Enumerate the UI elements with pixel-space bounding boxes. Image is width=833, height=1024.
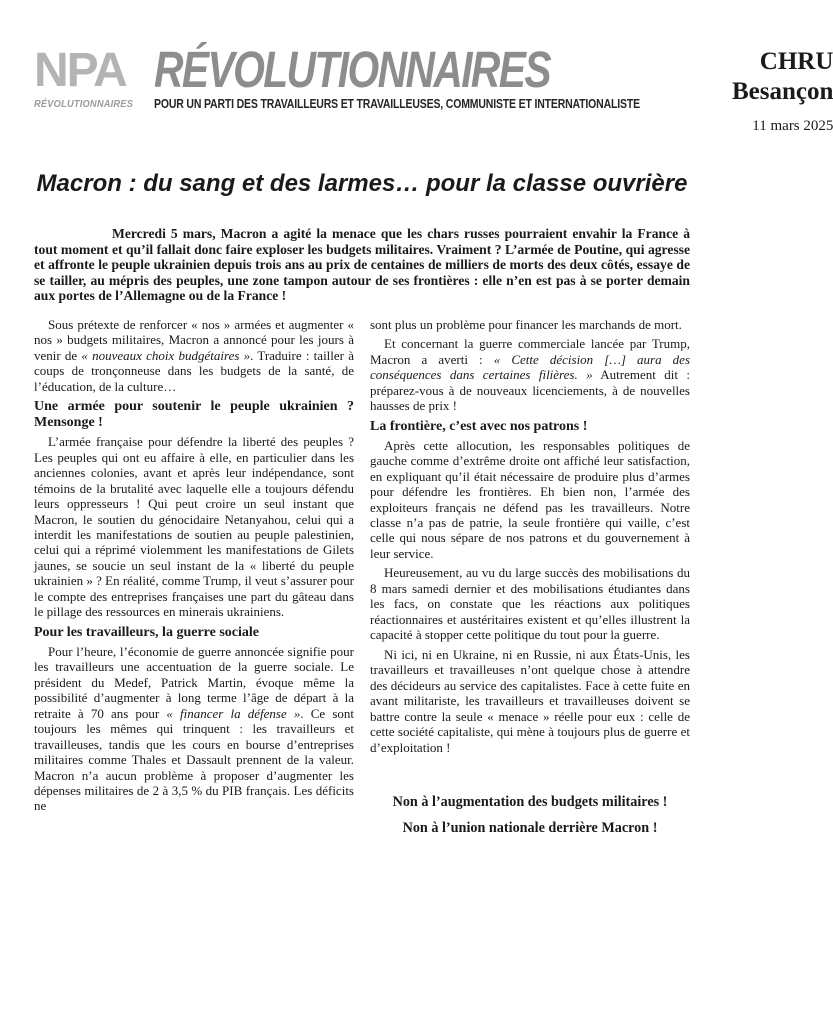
column-right	[370, 317, 690, 842]
page-title: Macron : du sang et des larmes… pour la classe ouvrière	[36, 170, 688, 197]
section-heading: Une armée pour soutenir le peuple ukrainien ? Mensonge !	[34, 399, 354, 431]
body-text: . Ce sont toujours les mêmes qui trinquent : les travailleurs et travailleuses, tandis que les cours en bourse d’entreprises militaires comme Thales et Dassault prennent de la valeur. Macron n’a aucun problème à proposer d’augmenter les dépenses militaires de 2 à 3,5 % du PIB français. Les déficits ne	[34, 705, 354, 814]
edition-block	[732, 46, 833, 135]
section-heading: La frontière, c’est avec nos patrons !	[370, 418, 588, 434]
edition-location-line2: Besançon	[732, 78, 833, 105]
body-text: Autrement dit : préparez-vous à de nouveaux licenciements, à de nouvelles hausses de prix !	[370, 367, 690, 414]
paragraph	[370, 438, 690, 562]
edition-date: 11 mars 2025	[752, 118, 833, 134]
npa-tagline: POUR UN PARTI DES TRAVAILLEURS ET TRAVAILLEUSES, COMMUNISTE ET INTERNATIONALISTE	[153, 97, 640, 112]
body-text: Après cette allocution, les responsables politiques de gauche comme d’extrême droite ont affiché leur satisfaction, en expliquant qu’il était nécessaire de produire plus d’armes pour défendre les frontières. Eh bien non, l’armée des exploiteurs français ne défend pas les travailleurs. Notre classe n’a pas de patrie, la seule frontière qui vaille, c’est celle qui nous sépare de nos patrons et du gouvernement à leur service.	[370, 437, 690, 561]
npa-logo	[34, 41, 732, 112]
body-text: Pour l’heure, l’économie de guerre annoncée signifie pour les travailleurs une accentuation de la guerre sociale. Le président du Medef, Patrick Martin, évoque même la possibilité d’augmenter à long terme l’âge de départ à la retraite à 70 ans pour	[34, 643, 354, 721]
body-text: sont plus un problème pour financer les marchands de mort.	[370, 316, 682, 332]
slogan-line: Non à l’augmentation des budgets militaires !	[392, 794, 668, 810]
slogan-line: Non à l’union nationale derrière Macron !	[402, 820, 658, 837]
paragraph	[370, 565, 690, 642]
npa-acronym-subtitle: RÉVOLUTIONNAIRES	[34, 98, 134, 110]
section-heading: Pour les travailleurs, la guerre sociale	[34, 624, 259, 640]
body-text: Et concernant la guerre commerciale lancée par Trump, Macron a averti :	[370, 336, 690, 367]
quoted-italic-text: « Cette décision […] aura des conséquences dans certaines filières. »	[370, 351, 690, 383]
npa-acronym-block	[34, 46, 141, 110]
quoted-italic-text: « nouveaux choix budgétaires »	[81, 347, 251, 363]
paragraph	[34, 644, 354, 814]
article-columns	[34, 317, 690, 842]
body-text: Sous prétexte de renforcer « nos » armées et augmenter « nos » budgets militaires, Macron a annoncé pour les jours à venir de	[34, 316, 354, 363]
paragraph	[370, 317, 690, 332]
npa-wordmark-block	[153, 41, 732, 112]
body-text: L’armée française pour défendre la liberté des peuples ? Les peuples qui ont eu affaire à elle, en particulier dans les anciennes colonies, avant et après leur indépendance, sont témoins de la brutalité avec laquelle elle a toujours défendu leurs oppresseurs ! Qui peut croire un seul instant que Macron, le soutien du génocidaire Netanyahou, celui qui a interdit les manifestations de soutien au peuple palestinien, celui qui a réprimé violemment les manifestations de Gilets jaunes, se soucie un seul instant de la « liberté du peuple ukrainien » ? En réalité, comme Trump, il veut s’assurer pour le compte des entreprises françaises une part du gâteau dans le pillage des ressources en minerais ukrainiens.	[34, 434, 354, 620]
edition-location-line1: CHRU	[759, 48, 833, 75]
slogan-block	[370, 789, 690, 842]
body-text: Ni ici, ni en Ukraine, ni en Russie, ni aux États-Unis, les travailleurs et travailleuses n’ont quelque chose à attendre des décideurs au service des capitalistes. Face à cette fuite en avant militariste, les travailleurs et travailleuses doivent se battre contre la seule « menace » réelle pour eux : celle de cette société capitaliste, qui mène à toujours plus de guerre et d’exploitation !	[370, 646, 690, 755]
masthead	[34, 41, 833, 135]
body-text: Heureusement, au vu du large succès des mobilisations du 8 mars samedi dernier et des mobilisations étudiantes dans les facs, on constate que les réactions aux politiques réactionnaires et austéritaires existent et qu’elles illustrent la capacité à stopper cette politique du tout pour la guerre.	[370, 565, 690, 643]
paragraph	[34, 317, 354, 394]
paragraph	[370, 336, 690, 413]
intro-paragraph: Mercredi 5 mars, Macron a agité la menace que les chars russes pourraient envahir la France à tout moment et qu’il fallait donc faire exploser les budgets militaires. Vraiment ? L’armée de Poutine, qui agresse et affronte le peuple ukrainien depuis trois ans au prix de centaines de milliers de morts des deux côtés, essaye de se tailler, au mépris des peuples, une zone tampon autour de ses frontières : elle n’en est pas à se porter demain aux portes de l’Allemagne ou de la France !	[34, 226, 690, 304]
npa-acronym: NPA	[34, 44, 126, 97]
npa-wordmark: RÉVOLUTIONNAIRES	[153, 41, 550, 98]
paragraph	[370, 647, 690, 755]
body-text: . Traduire : tailler à coups de tronçonneuse dans les budgets de la santé, de l’éducation, de la culture…	[34, 347, 354, 394]
quoted-italic-text: « financer la défense »	[166, 705, 301, 721]
column-left	[34, 317, 354, 842]
paragraph	[34, 434, 354, 620]
